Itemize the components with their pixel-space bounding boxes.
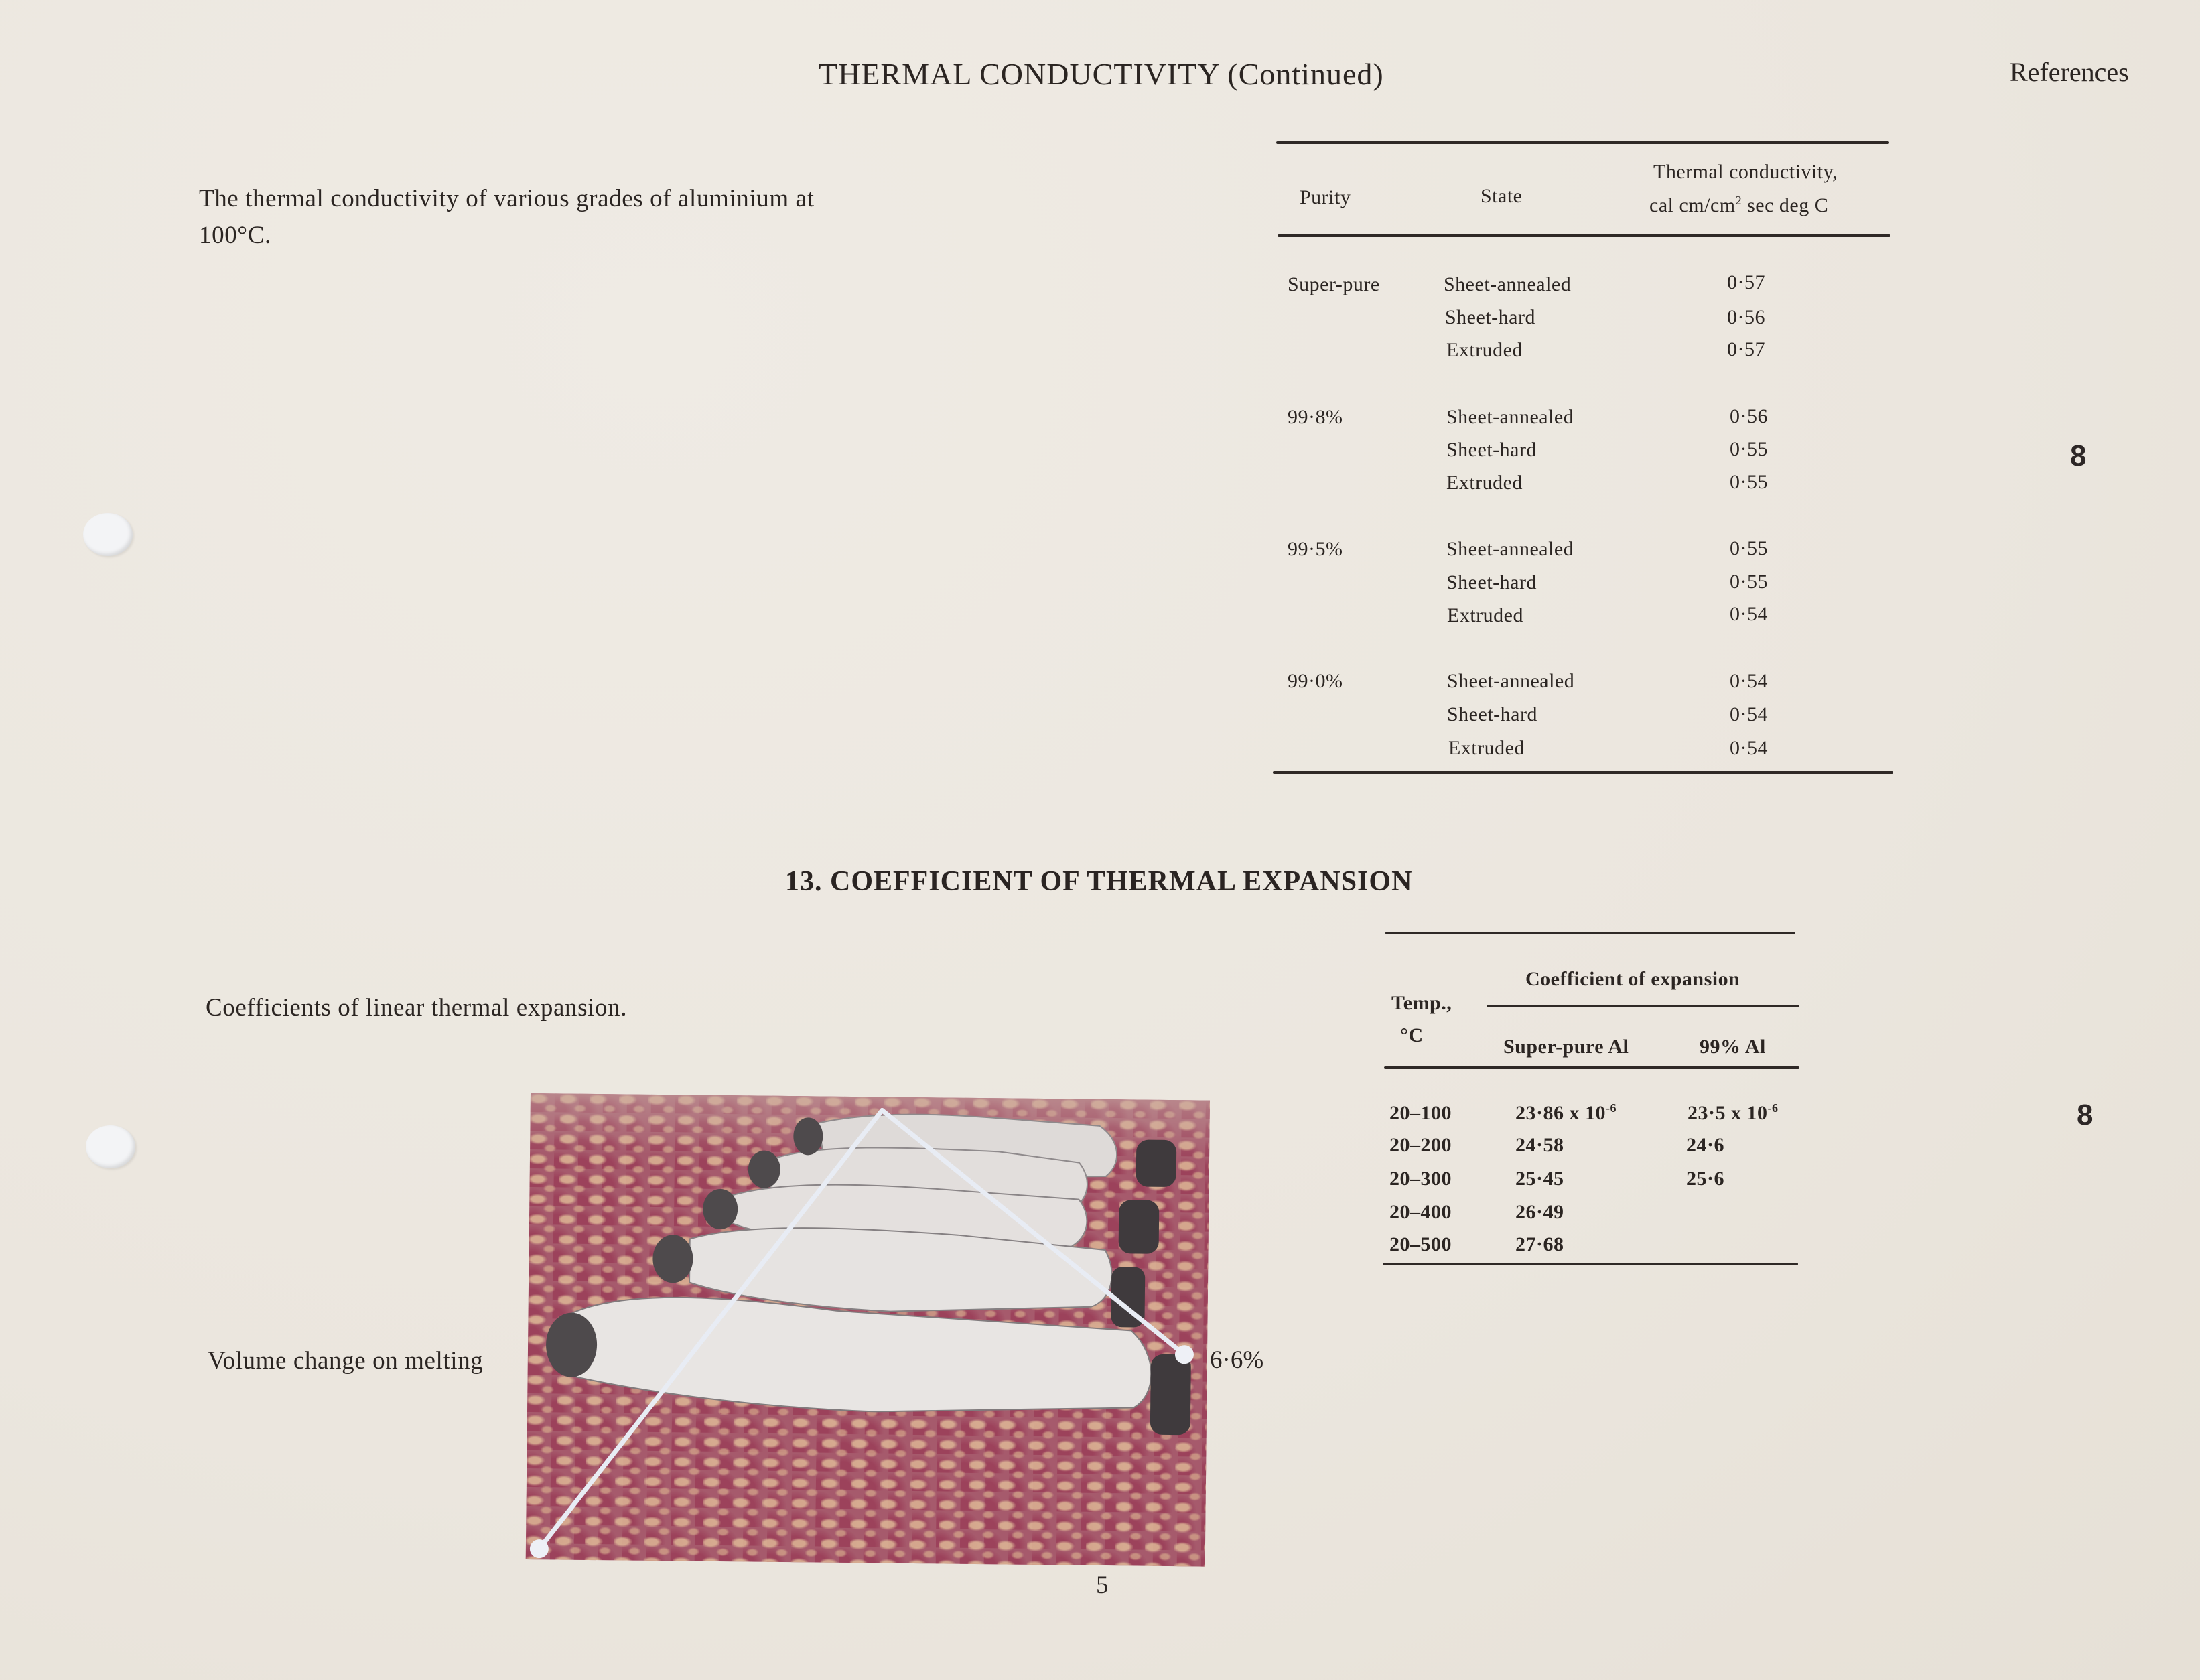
superpure-cell — [1515, 1102, 1617, 1125]
unit-text-end: sec deg C — [1742, 194, 1829, 216]
temp-cell: 20–100 — [1389, 1102, 1452, 1124]
unit-text: cal cm/cm — [1649, 194, 1736, 216]
exponent: -6 — [1606, 1101, 1617, 1115]
temp-cell: 20–300 — [1389, 1168, 1452, 1190]
table-top-rule — [1276, 141, 1889, 144]
table-top-rule — [1385, 932, 1795, 934]
volume-change-value: 6·6% — [1210, 1346, 1264, 1374]
value-cell: 0·54 — [1730, 670, 1768, 692]
col-header-state: State — [1481, 185, 1523, 207]
expansion-description: Coefficients of linear thermal expansion. — [206, 994, 628, 1022]
binder-hole — [83, 513, 133, 556]
exponent: -6 — [1767, 1101, 1779, 1115]
state-cell: Sheet-annealed — [1446, 406, 1574, 428]
photograph — [526, 1093, 1210, 1567]
value-cell: 0·55 — [1730, 537, 1768, 559]
binder-hole — [86, 1125, 135, 1168]
al99-cell: 24·6 — [1686, 1134, 1725, 1156]
temp-cell: 20–200 — [1389, 1134, 1452, 1156]
conductivity-description-line1: The thermal conductivity of various grades of aluminium at — [199, 185, 815, 212]
unit-exponent: 2 — [1735, 194, 1742, 207]
col-header-purity: Purity — [1300, 186, 1351, 208]
superpure-cell: 24·58 — [1515, 1134, 1564, 1156]
superpure-cell: 26·49 — [1515, 1201, 1564, 1223]
col-group-header: Coefficient of expansion — [1525, 968, 1740, 990]
section-heading: 13. COEFFICIENT OF THERMAL EXPANSION — [785, 866, 1413, 897]
value-cell: 0·54 — [1730, 737, 1768, 759]
col-header-temp: Temp., — [1391, 992, 1452, 1014]
superpure-cell: 25·45 — [1515, 1168, 1564, 1190]
purity-cell: 99·5% — [1288, 538, 1343, 560]
page-number: 5 — [1096, 1571, 1109, 1599]
value-cell: 0·54 — [1730, 703, 1768, 725]
state-cell: Sheet-hard — [1446, 571, 1537, 593]
state-cell: Sheet-annealed — [1444, 273, 1572, 295]
value-cell: 0·55 — [1730, 438, 1768, 460]
table-header-rule — [1384, 1066, 1799, 1069]
reference-number: 8 — [2070, 439, 2087, 472]
table-bottom-rule — [1383, 1263, 1798, 1265]
state-cell: Extruded — [1447, 604, 1523, 626]
state-cell: Extruded — [1448, 737, 1525, 759]
value-cell: 0·55 — [1730, 571, 1768, 593]
page-title: THERMAL CONDUCTIVITY (Continued) — [819, 57, 1384, 91]
superpure-value: 23·86 x 10 — [1515, 1102, 1606, 1124]
al99-cell: 25·6 — [1686, 1168, 1725, 1190]
conductivity-description-line2: 100°C. — [199, 222, 271, 249]
table-bottom-rule — [1273, 771, 1893, 774]
references-heading: References — [2010, 57, 2129, 87]
al99-cell — [1688, 1102, 1779, 1125]
value-cell: 0·55 — [1730, 471, 1768, 493]
state-cell: Extruded — [1446, 339, 1523, 361]
value-cell: 0·56 — [1730, 405, 1768, 427]
purity-cell: 99·0% — [1288, 670, 1343, 692]
value-cell: 0·57 — [1727, 271, 1765, 293]
col-header-value-line2 — [1649, 194, 1828, 217]
volume-change-label: Volume change on melting — [208, 1347, 484, 1375]
purity-cell: 99·8% — [1288, 406, 1343, 428]
col-header-99: 99% Al — [1700, 1036, 1766, 1058]
group-header-rule — [1487, 1005, 1799, 1007]
state-cell: Extruded — [1446, 472, 1523, 494]
purity-cell: Super-pure — [1288, 273, 1380, 295]
superpure-cell: 27·68 — [1515, 1233, 1564, 1255]
table-header-rule — [1278, 234, 1890, 237]
temp-cell: 20–500 — [1389, 1233, 1452, 1255]
state-cell: Sheet-annealed — [1446, 538, 1574, 560]
photo-figures — [526, 1093, 1210, 1567]
col-header-superpure: Super-pure Al — [1503, 1036, 1629, 1058]
state-cell: Sheet-hard — [1446, 439, 1537, 461]
reference-number: 8 — [2077, 1099, 2093, 1131]
value-cell: 0·54 — [1730, 603, 1768, 625]
value-cell: 0·57 — [1727, 338, 1765, 360]
temp-cell: 20–400 — [1389, 1201, 1452, 1223]
col-header-value-line1: Thermal conductivity, — [1653, 161, 1838, 183]
state-cell: Sheet-hard — [1447, 703, 1537, 725]
state-cell: Sheet-hard — [1445, 306, 1535, 328]
value-cell: 0·56 — [1727, 306, 1765, 328]
al99-value: 23·5 x 10 — [1688, 1102, 1768, 1124]
state-cell: Sheet-annealed — [1447, 670, 1575, 692]
col-header-temp-unit: °C — [1400, 1024, 1424, 1046]
